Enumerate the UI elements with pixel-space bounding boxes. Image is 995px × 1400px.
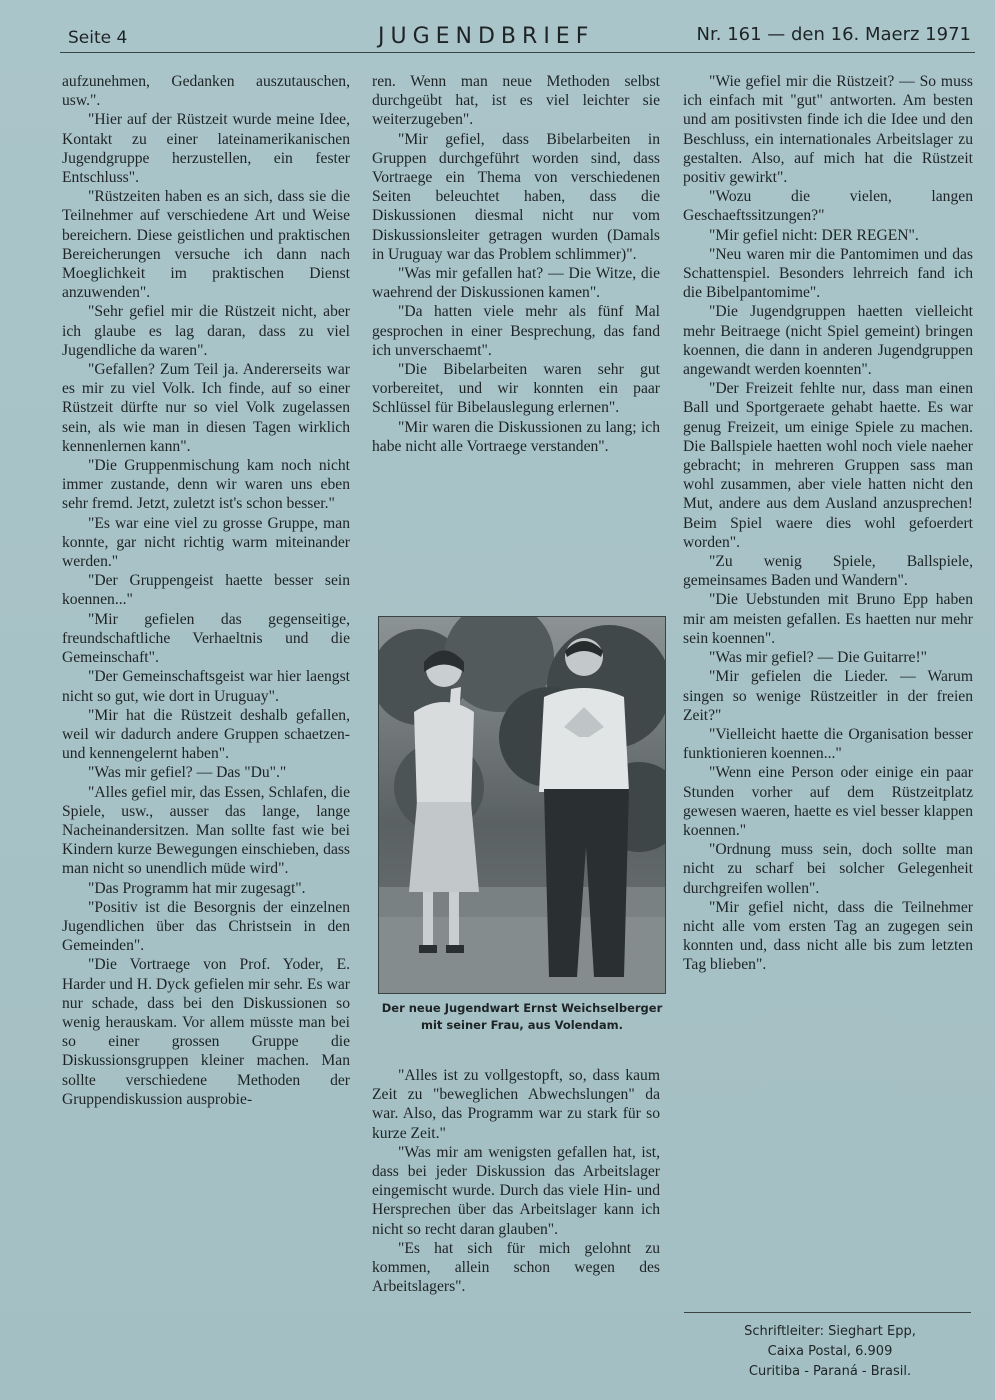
paragraph: "Positiv ist die Besorgnis der einzelnen Jugendlichen über das Christsein in den Gemeinden". (62, 898, 350, 955)
paragraph: "Mir hat die Rüstzeit deshalb gefallen, weil wir dadurch andere Gruppen schaetzen- und kennengelernt haben". (62, 706, 350, 763)
paragraph: "Alles gefiel mir, das Essen, Schlafen, die Spiele, usw., ausser das lange, lange Nacheinandersitzen. Man sollte fast wie bei Kindern kurze Bewegungen einschieben, dass man nicht so unendlich müde wird". (62, 783, 350, 878)
paragraph: "Was mir gefiel? — Die Guitarre!" (709, 649, 928, 667)
photo-illustration (379, 617, 665, 993)
paragraph: "Mir waren die Diskussionen zu lang; ich habe nicht alle Vortraege verstanden". (372, 418, 660, 455)
paragraph: "Die Vortraege von Prof. Yoder, E. Harder und H. Dyck gefielen mir sehr. Es war nur schade, dass bei den Diskussionen so wenig herauskam. Vor allem müsste man bei so einer grossen Gruppe die Diskussionsgruppen kleiner machen. Man sollte verschiedene Methoden der Gruppendiskussion ausprobie- (62, 956, 350, 1108)
paragraph: "Die Jugendgruppen haetten vielleicht mehr Beitraege (nicht Spiel gemeint) bringen koennen, die dann in anderen Jugendgruppen angewandt werden koennten". (683, 303, 973, 379)
paragraph: "Ordnung muss sein, doch sollte man nicht zu scharf bei solcher Gelegenheit durchgreifen wollen". (683, 841, 973, 897)
paragraph: "Was mir am wenigsten gefallen hat, ist, dass bei jeder Diskussion das Arbeitslager eingemischt wurde. Durch das viele Hin- und Hersprechen über das Arbeitslager kann ich nicht so recht daran glauben". (372, 1143, 660, 1238)
paragraph: aufzunehmen, Gedanken auszutauschen, usw.". (62, 73, 350, 110)
page-header (60, 22, 975, 53)
paragraph: "Mir gefiel nicht, dass die Teilnehmer nicht alle vom ersten Tag an zugegen sein konnten und, dass nicht alle bis zum letzten Tag blieben". (683, 898, 973, 974)
article-column-1 (62, 72, 350, 1109)
paragraph: "Mir gefielen die Lieder. — Warum singen so wenige Rüstzeitler in der freien Zeit?" (683, 668, 973, 724)
imprint (700, 1322, 960, 1382)
paragraph: "Sehr gefiel mir die Rüstzeit nicht, aber ich glaube es lag daran, dass zu viel Jugendliche da waren". (62, 303, 350, 359)
paragraph: "Die Bibelarbeiten waren sehr gut vorbereitet, und wir konnten ein paar Schlüssel für Bibelauslegung erlernen". (372, 361, 660, 417)
page-number: Seite 4 (68, 28, 128, 48)
imprint-city: Curitiba - Paraná - Brasil. (748, 1364, 912, 1379)
paragraph: "Mir gefiel nicht: DER REGEN". (709, 226, 919, 244)
paragraph: "Die Uebstunden mit Bruno Epp haben mir am meisten gefallen. Es haetten nur mehr sein koennen". (683, 591, 973, 647)
article-column-2-bottom (372, 1066, 660, 1296)
paragraph: "Wenn eine Person oder einige ein paar Stunden vorher auf dem Rüstzeitplatz gewesen waeren, haette es viel besser klappen koennen." (683, 764, 973, 839)
imprint-editor: Schriftleiter: Sieghart Epp, (744, 1324, 916, 1339)
article-column-2-top (372, 72, 660, 456)
paragraph: "Alles ist zu vollgestopft, so, dass kaum Zeit zu "beweglichen Abwechslungen" da war. Also, das Programm war zu stark für so kurze Zeit." (372, 1067, 660, 1142)
imprint-postbox: Caixa Postal, 6.909 (767, 1344, 893, 1359)
paragraph: "Neu waren mir die Pantomimen und das Schattenspiel. Besonders lehrreich fand ich die Bibelpantomime". (683, 245, 973, 302)
paragraph: "Rüstzeiten haben es an sich, dass sie die Teilnehmer auf verschiedene Art und Weise bereichern. Diese geistlichen und praktischen Bereicherungen versuche ich dann nach Moeglichkeit im praktischen Dienst anzuwenden". (62, 188, 350, 302)
paragraph: ren. Wenn man neue Methoden selbst durchgeübt hat, ist es viel leichter sie weiterzugeben". (372, 73, 660, 129)
paragraph: "Da hatten viele mehr als fünf Mal gesprochen in einer Besprechung, das fand ich unverschaemt". (372, 303, 660, 359)
photo-caption: Der neue Jugendwart Ernst Weichselberger mit seiner Frau, aus Volendam. (381, 1001, 663, 1032)
paragraph: "Zu wenig Spiele, Ballspiele, gemeinsames Baden und Wandern". (683, 553, 973, 590)
article-column-3 (683, 72, 973, 975)
paragraph: "Der Gemeinschaftsgeist war hier laengst nicht so gut, wie dort in Uruguay". (62, 668, 350, 705)
paragraph: "Das Programm hat mir zugesagt". (88, 879, 306, 897)
paragraph: "Gefallen? Zum Teil ja. Andererseits war es mir zu viel Volk. Ich finde, auf so einer Rüstzeit dürfte nur so viel Volk zugelassen sein, als wie man in diesen Tagen wirklich kennenlernen kann". (62, 361, 350, 455)
paragraph: "Was mir gefallen hat? — Die Witze, die waehrend der Diskussionen kamen". (372, 265, 660, 302)
paragraph: "Wozu die vielen, langen Geschaeftssitzungen?" (683, 188, 973, 225)
paragraph: "Was mir gefiel? — Das "Du"." (88, 764, 287, 782)
issue-date: Nr. 161 — den 16. Maerz 1971 (696, 24, 971, 45)
paragraph: "Die Gruppenmischung kam noch nicht immer zustande, denn wir waren uns eben sehr fremd. Jetzt, zuletzt ist's schon besser." (62, 457, 350, 513)
paragraph: "Wie gefiel mir die Rüstzeit? — So muss ich einfach mit "gut" antworten. Am besten und am positivsten finde ich die Idee und den Beschluss, ein internationales Arbeitslager zu gestalten. Also, auf mich hat die Rüstzeit positiv gewirkt". (683, 73, 973, 187)
paragraph: "Mir gefielen das gegenseitige, freundschaftliche Verhaeltnis und die Gemeinschaft". (62, 610, 350, 667)
couple-photo (378, 616, 666, 994)
paragraph: "Der Gruppengeist haette besser sein koennen..." (62, 572, 350, 609)
paragraph: "Der Freizeit fehlte nur, dass man einen Ball und Sportgeraete gehabt haette. Es war genug Freizeit, um einige Spiele zu machen. Die Ballspiele haetten wohl noch viele naeher gebracht; in mehreren Gruppen sass man wohl zusammen, aber viele hatten nicht den Mut, andere aus dem Ausland anzusprechen! Beim Spiel waere dies wohl gefoerdert worden". (683, 380, 973, 551)
paragraph: "Es hat sich für mich gelohnt zu kommen, allein schon wegen des Arbeitslagers". (372, 1239, 660, 1296)
paragraph: "Hier auf der Rüstzeit wurde meine Idee, Kontakt zu einer lateinamerikanischen Jugendgruppe herzustellen, ein fester Entschluss". (62, 111, 350, 187)
paragraph: "Es war eine viel zu grosse Gruppe, man konnte, gar nicht richtig warm miteinander werden." (62, 514, 350, 571)
paragraph: "Vielleicht haette die Organisation besser funktionieren koennen..." (683, 725, 973, 763)
imprint-divider (684, 1312, 971, 1313)
paragraph: "Mir gefiel, dass Bibelarbeiten in Gruppen durchgeführt worden sind, dass Vortraege ein Thema von verschiedenen Seiten beleuchtet haben, dass die Diskussionen diesmal nicht nur vom Diskussionsleiter getragen wurden (Damals in Uruguay war das Problem schlimmer)". (372, 130, 660, 263)
masthead-title: JUGENDBRIEF (378, 24, 595, 49)
